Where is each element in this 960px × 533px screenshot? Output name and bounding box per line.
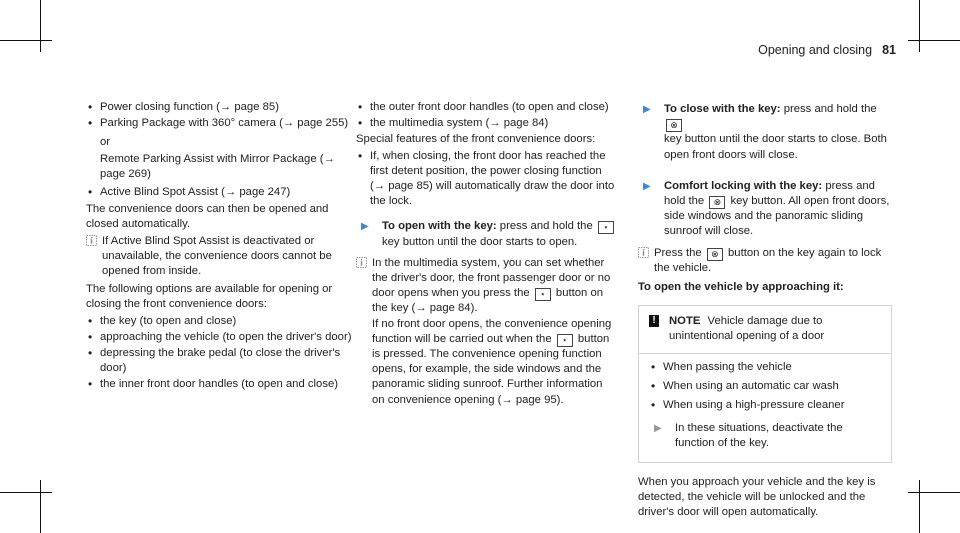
column-3 [638,100,894,521]
crop-mark [908,492,960,493]
note [86,234,356,280]
crop-mark [0,492,52,493]
lock-key-icon: ⊗ [709,196,725,209]
warning-header [649,314,881,344]
step-comfort-locking [638,179,894,240]
step-text: press and hold the [499,220,593,233]
crop-mark [908,40,960,41]
step-text: key button until the door starts to open. [382,235,578,248]
step-text: In these situations, deactivate the function of the key. [675,422,843,450]
list-item: • When using a high-pressure cleaner [649,398,881,413]
paragraph: When you approach your vehicle and the key is detected, the vehicle will be unlocked and the driver's door will open automatically. [638,475,876,519]
note [638,246,894,276]
paragraph: The following options are available for opening or closing the front convenience doors: [86,283,333,311]
note [356,256,618,408]
info-icon [356,257,367,268]
info-icon [638,247,649,258]
list-item: • depressing the brake pedal (to close the driver's door) [86,346,356,376]
note-text: button on the key (→ page 84). [372,287,604,315]
unlock-key-icon: ⋆ [598,221,614,234]
step-open-with-key [356,219,618,249]
list-item: • Active Blind Spot Assist (→ page 247) [86,185,356,200]
triangle-step-icon: ▶ [361,221,369,233]
list-item: • the key (to open and close) [86,314,356,329]
section-title: Opening and closing [758,43,873,57]
warning-text: Vehicle damage due to unintentional opening of a door [669,315,825,343]
triangle-step-icon: ▶ [654,423,662,435]
page-number: 81 [882,43,896,57]
list-item: • Power closing function (→ page 85) [86,100,356,115]
step-title: Comfort locking with the key: [664,179,823,192]
list-item: • approaching the vehicle (to open the driver's door) [86,330,356,345]
remote-text: Remote Parking Assist with Mirror Package (→ page 269) [100,152,335,180]
paragraph: The convenience doors can then be opened and closed automatically. [86,203,329,231]
crop-mark [40,0,41,52]
step-text: press and hold the [783,103,877,115]
step-text: press and hold the [664,179,875,208]
list-item: • the multimedia system (→ page 84) [356,116,618,131]
list-item-text: Parking Package with 360° camera (→ page 255) [100,117,349,130]
triangle-step-icon: ▶ [643,104,651,115]
step-title: To open with the key: [382,220,497,233]
page-header [758,43,896,58]
step-text: key button. All open front doors, side windows and the panoramic sliding sunroof will close. [664,195,890,238]
step-close-with-key [638,102,894,163]
column-1 [86,100,356,394]
warning-step [649,421,881,451]
warning-icon: ! [649,315,659,327]
warning-title: NOTE [669,315,701,328]
subheading: To open the vehicle by approaching it: [638,281,844,294]
crop-mark [40,480,41,533]
list-item: • the inner front door handles (to open and close) [86,377,356,392]
column-2 [356,100,618,411]
note-text: button on the key again to lock the vehicle. [654,246,882,274]
lock-key-icon: ⊗ [707,248,723,261]
crop-mark [919,480,920,533]
or-text: or [100,136,111,149]
warning-box [638,305,892,462]
note-text: Press the [654,246,702,259]
list-item: • When passing the vehicle [649,360,881,375]
list-item: • If, when closing, the front door has reached the first detent position, the power closing function (→ page 85) will automatically draw the door into the lock. [356,149,618,210]
crop-mark [919,0,920,52]
note-text: button is pressed. The convenience opening function opens, for example, the side windows and the panoramic sliding sunroof. Further information on convenience opening (→ page 95). [372,332,610,406]
crop-mark [0,40,52,41]
list-item: • When using an automatic car wash [649,379,881,394]
note-text: In the multimedia system, you can set whether the driver's door, the front passenger door or no door opens when you press the [372,256,611,300]
note-text: If no front door opens, the convenience opening function will be carried out when the [372,317,612,345]
step-text: key button until the door starts to close. Both open front doors will close. [664,133,887,161]
list-item: • the outer front door handles (to open and close) [356,100,618,115]
list-item [86,116,356,182]
unlock-key-icon: ⋆ [535,288,551,301]
paragraph: Special features of the front convenience doors: [356,133,596,146]
note-text: If Active Blind Spot Assist is deactivated or unavailable, the convenience doors cannot be opened from inside. [102,234,332,278]
lock-key-icon: ⊗ [666,119,682,132]
info-icon [86,235,97,246]
triangle-step-icon: ▶ [643,180,651,192]
unlock-key-icon: ⋆ [557,334,573,347]
step-title: To close with the key: [664,103,781,115]
